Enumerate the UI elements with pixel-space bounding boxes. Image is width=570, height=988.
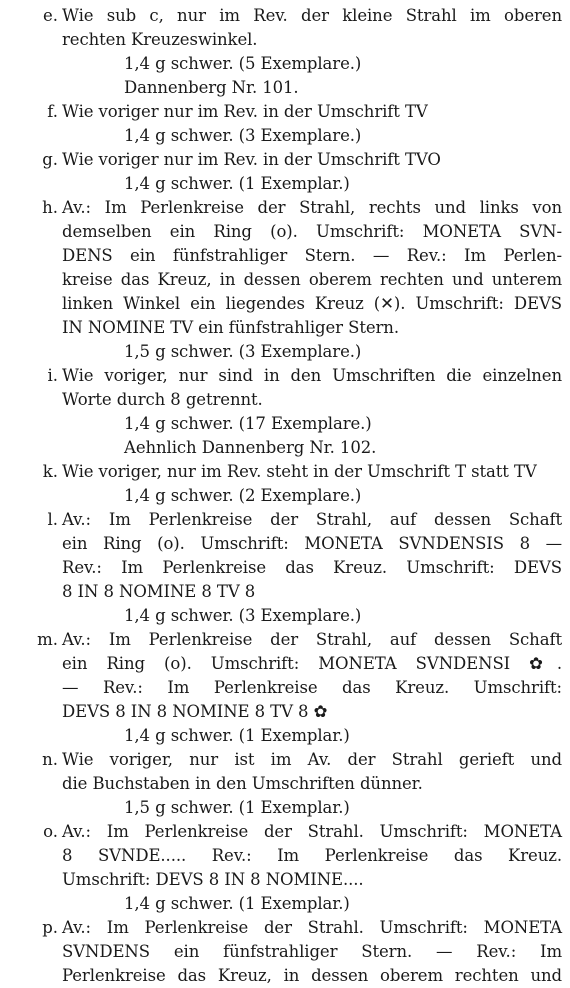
entry-text-line: Wie voriger, nur im Rev. steht in der Umschrift T statt TV [62, 462, 537, 481]
entry-text-line: 8 SVNDE..... Rev.: Im Perlenkreise das Kreuz. [62, 846, 562, 865]
entry-detail-line: Aehnlich Dannenberg Nr. 102. [124, 438, 377, 457]
entry-detail-line: 1,4 g schwer. (1 Exemplar.) [124, 894, 350, 913]
entry-text-line: DENS ein fünfstrahliger Stern. — Rev.: Im Perlen- [62, 246, 562, 265]
entry-text-line: kreise das Kreuz, in dessen oberem rechten und unterem [62, 270, 562, 289]
entry-text-line: Wie voriger nur im Rev. in der Umschrift TV [62, 102, 428, 121]
entry-letter: n. [42, 750, 58, 769]
entry-text-line: Av.: Im Perlenkreise der Strahl. Umschrift: MONETA [62, 822, 562, 841]
entry-text-line: demselben ein Ring (o). Umschrift: MONETA SVN- [62, 222, 562, 241]
catalog-entry [6, 4, 562, 100]
entry-text-line: Wie voriger, nur ist im Av. der Strahl gerieft und [62, 750, 562, 769]
entry-letter: h. [42, 198, 58, 217]
catalog-entry [6, 748, 562, 820]
entry-letter: g. [42, 150, 58, 169]
entry-text-line: rechten Kreuzeswinkel. [62, 30, 258, 49]
entry-detail-line: 1,5 g schwer. (1 Exemplar.) [124, 798, 350, 817]
entry-text-line: Av.: Im Perlenkreise der Strahl, auf dessen Schaft [62, 510, 562, 529]
entry-detail-line: 1,5 g schwer. (3 Exemplare.) [124, 342, 362, 361]
entry-detail-line: 1,4 g schwer. (17 Exemplare.) [124, 414, 372, 433]
entry-detail-line: 1,4 g schwer. (2 Exemplare.) [124, 486, 362, 505]
entry-letter: i. [47, 366, 58, 385]
entry-text-line: linken Winkel ein liegendes Kreuz (✕). Umschrift: DEVS [62, 294, 562, 313]
entry-detail-line: 1,4 g schwer. (3 Exemplare.) [124, 606, 362, 625]
entry-letter: p. [42, 918, 58, 937]
catalog-entry [6, 196, 562, 364]
entry-text-line: Av.: Im Perlenkreise der Strahl, rechts und links von [62, 198, 562, 217]
catalog-entry [6, 820, 562, 916]
entry-letter: f. [47, 102, 58, 121]
entry-text-line: ein Ring (o). Umschrift: MONETA SVNDENSIS 8 — [62, 534, 562, 553]
entry-letter: k. [42, 462, 58, 481]
entry-letter: l. [47, 510, 58, 529]
entry-text-line: 8 IN 8 NOMINE 8 TV 8 [62, 582, 256, 601]
entry-text-line: die Buchstaben in den Umschriften dünner. [62, 774, 423, 793]
catalog-entries [6, 4, 562, 988]
entry-text-line: SVNDENS ein fünfstrahliger Stern. — Rev.: Im [62, 942, 562, 961]
entry-text-line: Rev.: Im Perlenkreise das Kreuz. Umschrift: DEVS [62, 558, 562, 577]
entry-detail-line: 1,4 g schwer. (5 Exemplare.) [124, 54, 362, 73]
catalog-entry [6, 148, 562, 196]
entry-text-line: DEVS 8 IN 8 NOMINE 8 TV 8 ✿ [62, 702, 328, 721]
entry-text-line: Wie voriger, nur sind in den Umschriften die einzelnen [62, 366, 562, 385]
catalog-entry [6, 364, 562, 460]
entry-text-line: Worte durch 8 getrennt. [62, 390, 263, 409]
entry-text-line: ein Ring (o). Umschrift: MONETA SVNDENSI ✿. [62, 654, 562, 673]
entry-detail-line: 1,4 g schwer. (1 Exemplar.) [124, 174, 350, 193]
entry-text-line: IN NOMINE TV ein fünfstrahliger Stern. [62, 318, 399, 337]
entry-text-line: Wie sub c, nur im Rev. der kleine Strahl im oberen [62, 6, 562, 25]
entry-text-line: — Rev.: Im Perlenkreise das Kreuz. Umschrift: [62, 678, 562, 697]
entry-text-line: Perlenkreise das Kreuz, in dessen oberem rechten und [62, 966, 562, 985]
catalog-entry [6, 916, 562, 988]
entry-letter: o. [43, 822, 58, 841]
catalog-entry [6, 508, 562, 628]
entry-text-line: Av.: Im Perlenkreise der Strahl, auf dessen Schaft [62, 630, 562, 649]
entry-text-line: Av.: Im Perlenkreise der Strahl. Umschrift: MONETA [62, 918, 562, 937]
catalog-entry [6, 460, 562, 508]
entry-text-line: Wie voriger nur im Rev. in der Umschrift TVO [62, 150, 441, 169]
entry-letter: m. [37, 630, 58, 649]
entry-text-line: Umschrift: DEVS 8 IN 8 NOMINE.... [62, 870, 364, 889]
entry-detail-line: Dannenberg Nr. 101. [124, 78, 299, 97]
entry-detail-line: 1,4 g schwer. (3 Exemplare.) [124, 126, 362, 145]
entry-detail-line: 1,4 g schwer. (1 Exemplar.) [124, 726, 350, 745]
catalog-entry [6, 628, 562, 748]
entry-letter: e. [42, 6, 58, 25]
catalog-entry [6, 100, 562, 148]
